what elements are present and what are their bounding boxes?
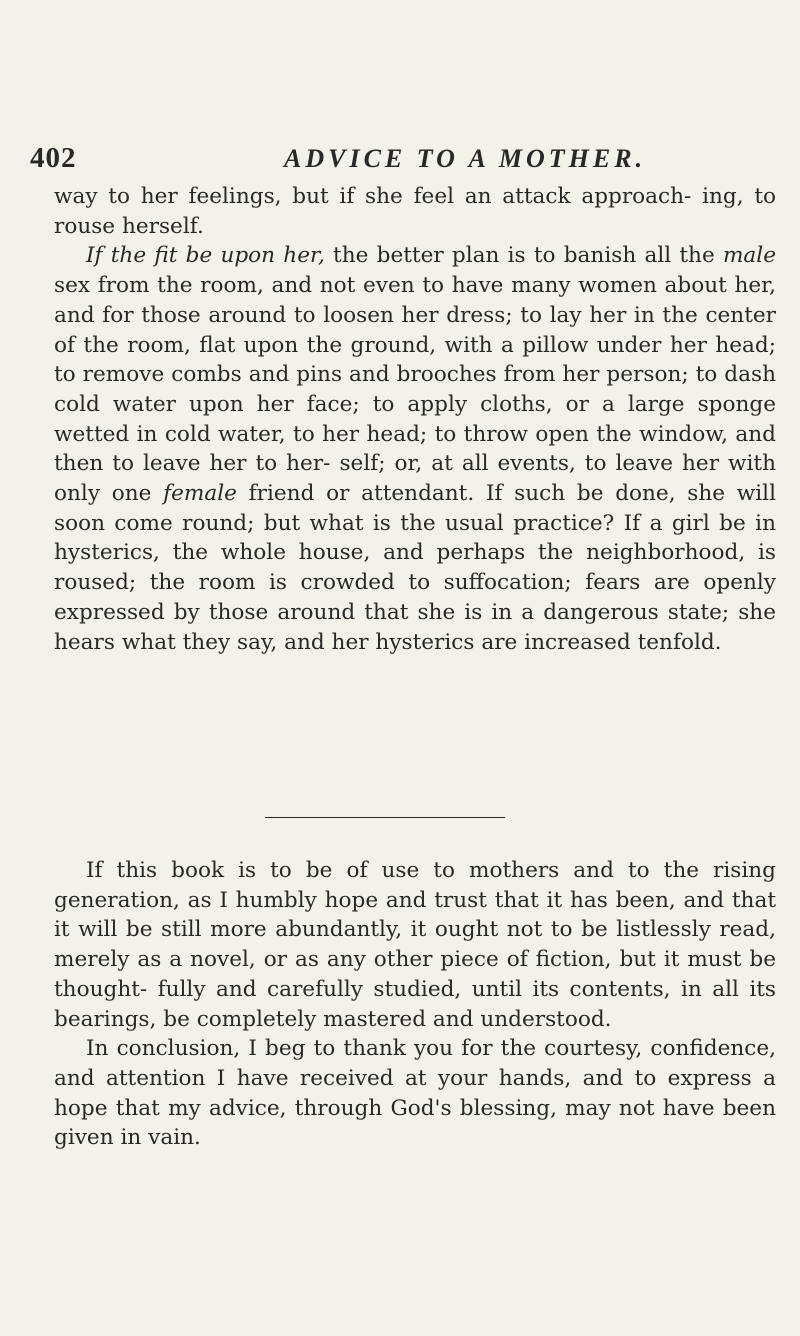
running-head: [30, 142, 770, 182]
italic-word-female: female: [163, 481, 237, 507]
paragraph-continuation: way to her feelings, but if she feel an attack approach- ing, to rouse herself.: [54, 184, 776, 239]
paragraph-conclusion: In conclusion, I beg to thank you for the courtesy, confidence, and attention I have received at your hands, and to express a hope that my advice, through God's blessing, may not have been given in vain.: [54, 1036, 776, 1151]
italic-word-male: male: [722, 243, 776, 269]
section-divider-rule: [265, 817, 505, 818]
text-section-two: [54, 856, 776, 1153]
paragraph-book-use: If this book is to be of use to mothers and to the rising generation, as I humbly hope and trust that it has been, and that it will be still more abundantly, it ought not to be listlessly read, merely as a novel, or as any other piece of fiction, but it must be thought- fully and carefully studied, until its contents, in all its bearings, be completely mastered and understood.: [54, 858, 776, 1032]
italic-phrase: If the fit be upon her,: [86, 243, 325, 269]
text-run: sex from the room, and not even to have many women about her, and for those around to loosen her dress; to lay her in the center of the room, flat upon the ground, with a pillow under her head; to remove combs and pins and brooches from her person; to dash cold water upon her face; to apply cloths, or a large sponge wetted in cold water, to her head; to throw open the window, and then to leave her to her- self; or, at all events, to leave her with only one: [54, 273, 776, 507]
text-section-one: [54, 182, 776, 657]
text-run: friend or attendant. If such be done, she will soon come round; but what is the usual practice? If a girl be in hysterics, the whole house, and perhaps the neighborhood, is roused; the room is crowded to suffocation; fears are openly expressed by those around that she is in a dangerous state; she hears what they say, and her hysterics are increased tenfold.: [54, 481, 776, 655]
paragraph-fit-advice: [54, 241, 776, 657]
text-run: the better plan is to banish all the: [324, 243, 723, 269]
page-number: 402: [30, 142, 77, 174]
running-title: ADVICE TO A MOTHER.: [284, 144, 647, 173]
